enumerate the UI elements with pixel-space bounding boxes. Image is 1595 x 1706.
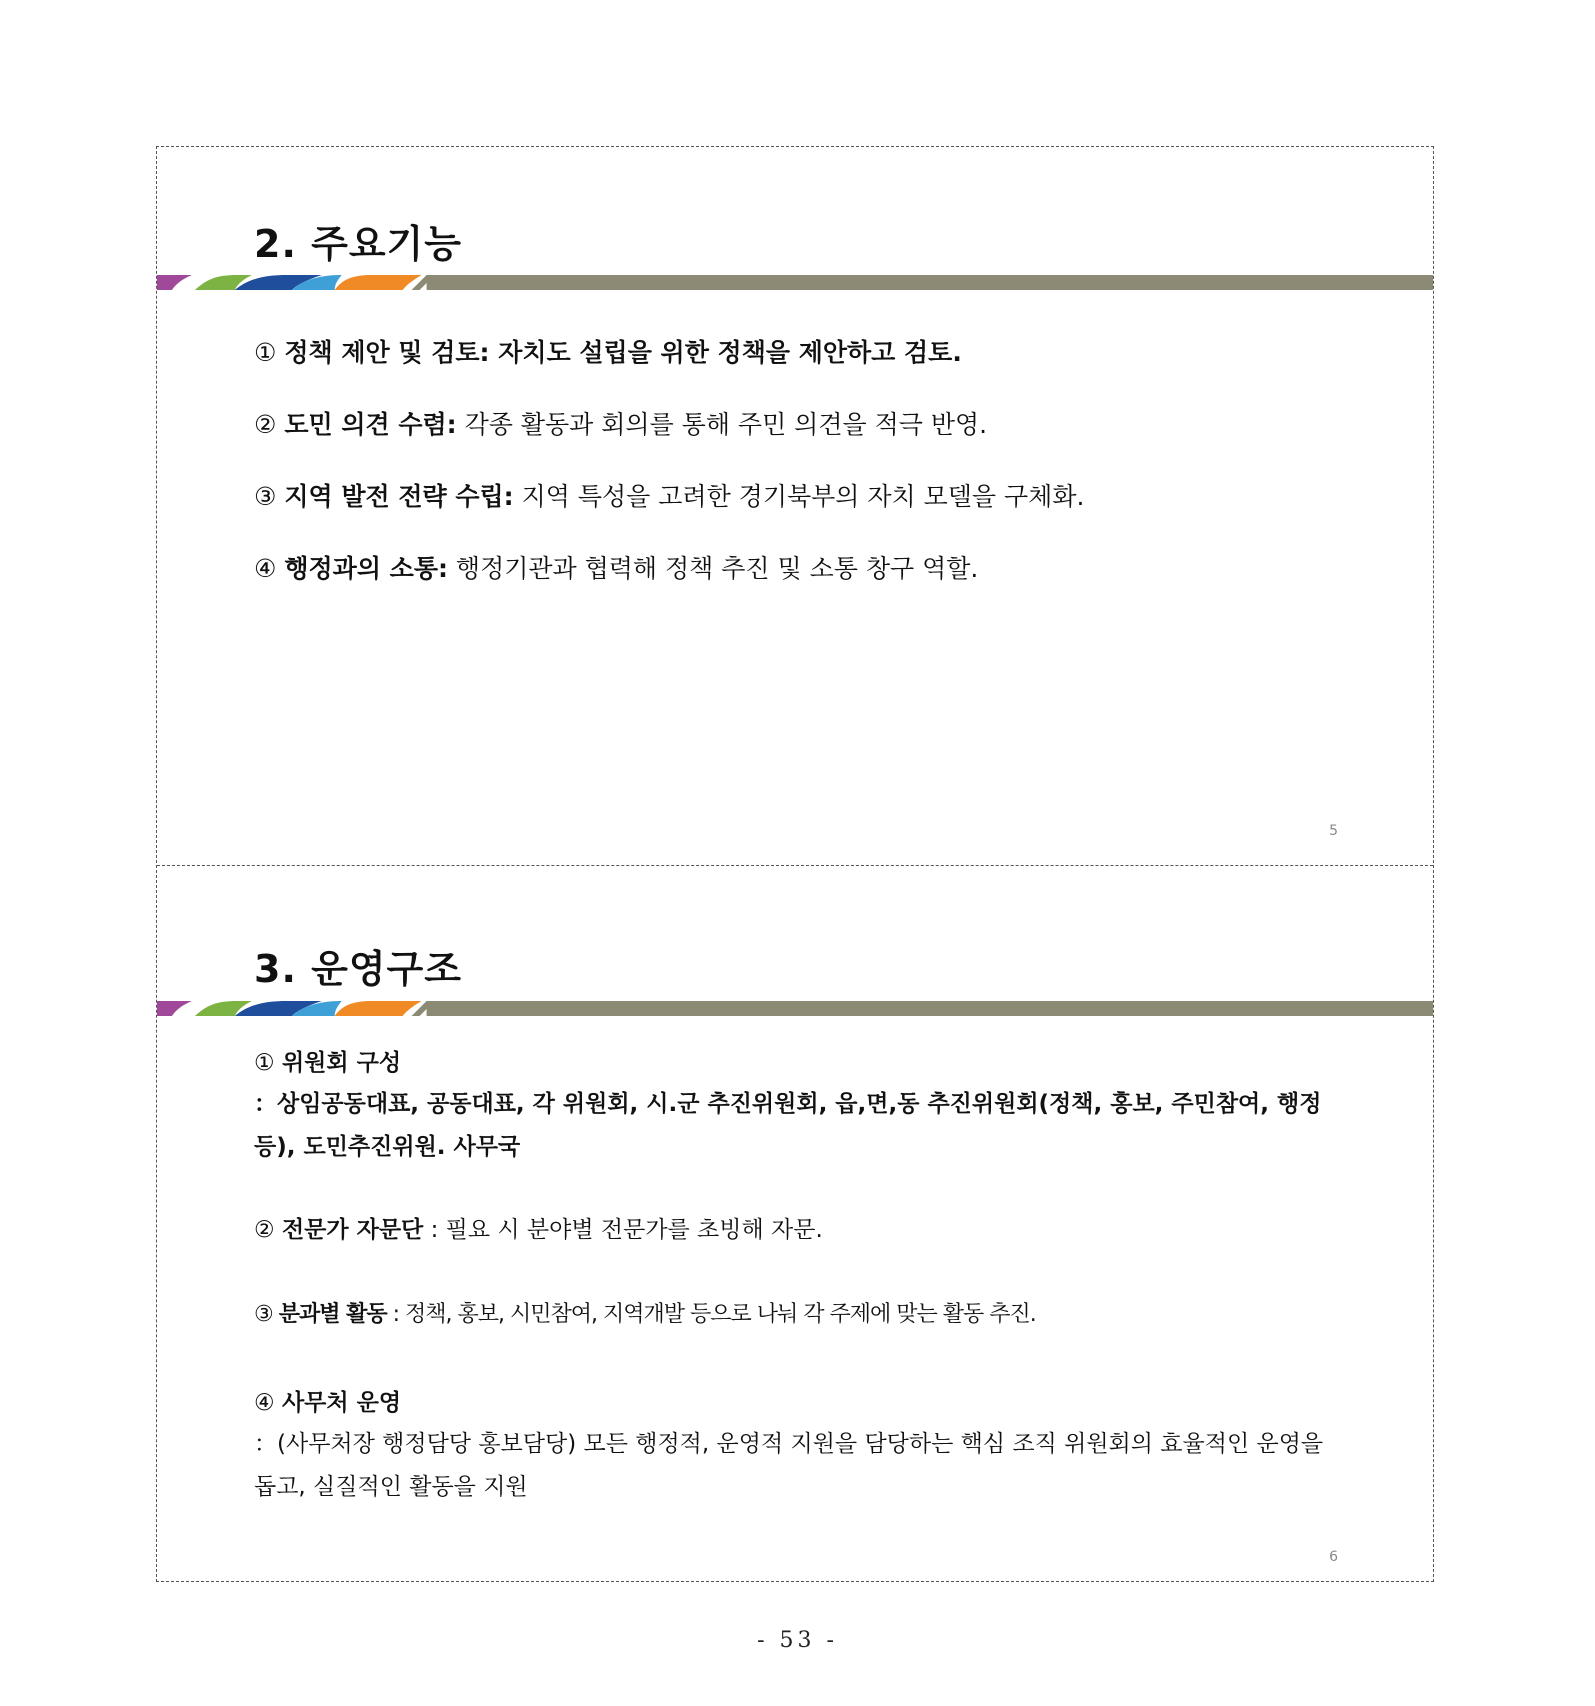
item-label: 도민 의견 수렴: [284, 410, 457, 439]
item-number: ① [254, 338, 277, 367]
slide-main-functions [157, 147, 1433, 865]
item-label: 위원회 구성 [281, 1050, 402, 1076]
structure-item [254, 1297, 1334, 1328]
slide-title: 2. 주요기능 [254, 222, 462, 266]
item-number: ④ [254, 1390, 275, 1416]
structure-item [254, 1384, 1334, 1509]
slide-page-number: 5 [1329, 823, 1338, 839]
function-item [254, 549, 978, 585]
item-text: 각종 활동과 회의를 통해 주민 의견을 적극 반영. [456, 410, 988, 439]
item-label: 전문가 자문단 [281, 1217, 424, 1243]
structure-item [254, 1044, 1334, 1169]
item-label: 행정과의 소통: [284, 554, 448, 583]
item-text: 행정기관과 협력해 정책 추진 및 소통 창구 역할. [447, 554, 979, 583]
item-description: ：(사무처장 행정담당 홍보담당) 모든 행정적, 운영적 지원을 담당하는 핵심 조직 위원회의 효율적인 운영을 돕고, 실질적인 활동을 지원 [254, 1431, 1324, 1500]
decorative-header-bar [157, 1001, 1433, 1016]
page-frame [156, 146, 1434, 1582]
item-label: 지역 발전 전략 수립: [284, 482, 514, 511]
slide-title: 3. 운영구조 [254, 947, 462, 991]
item-number: ② [254, 410, 277, 439]
item-text: 자치도 설립을 위한 정책을 제안하고 검토. [489, 338, 962, 367]
item-text: 지역 특성을 고려한 경기북부의 자치 모델을 구체화. [513, 482, 1085, 511]
item-label: 정책 제안 및 검토: [284, 338, 490, 367]
item-label: 사무처 운영 [281, 1390, 402, 1416]
decorative-header-bar [157, 275, 1433, 290]
function-item [254, 333, 962, 369]
item-number: ④ [254, 554, 277, 583]
item-number: ② [254, 1217, 275, 1243]
item-description: ：상임공동대표, 공동대표, 각 위원회, 시.군 추진위원회, 읍,면,동 추진위원회(정책, 홍보, 주민참여, 행정 등), 도민추진위원. 사무국 [254, 1091, 1322, 1160]
slide-page-number: 6 [1329, 1549, 1338, 1565]
item-number: ① [254, 1050, 275, 1076]
slide-operating-structure [157, 865, 1433, 1584]
document-page-number: - 53 - [757, 1628, 838, 1653]
item-label: 분과별 활동 [278, 1302, 387, 1327]
function-item [254, 405, 987, 441]
item-number: ③ [254, 482, 277, 511]
item-text: : 정책, 홍보, 시민참여, 지역개발 등으로 나눠 각 주제에 맞는 활동 추진. [386, 1302, 1036, 1327]
structure-item [254, 1211, 1334, 1244]
function-item [254, 477, 1084, 513]
item-text: : 필요 시 분야별 전문가를 초빙해 자문. [423, 1217, 823, 1243]
item-number: ③ [254, 1302, 273, 1327]
